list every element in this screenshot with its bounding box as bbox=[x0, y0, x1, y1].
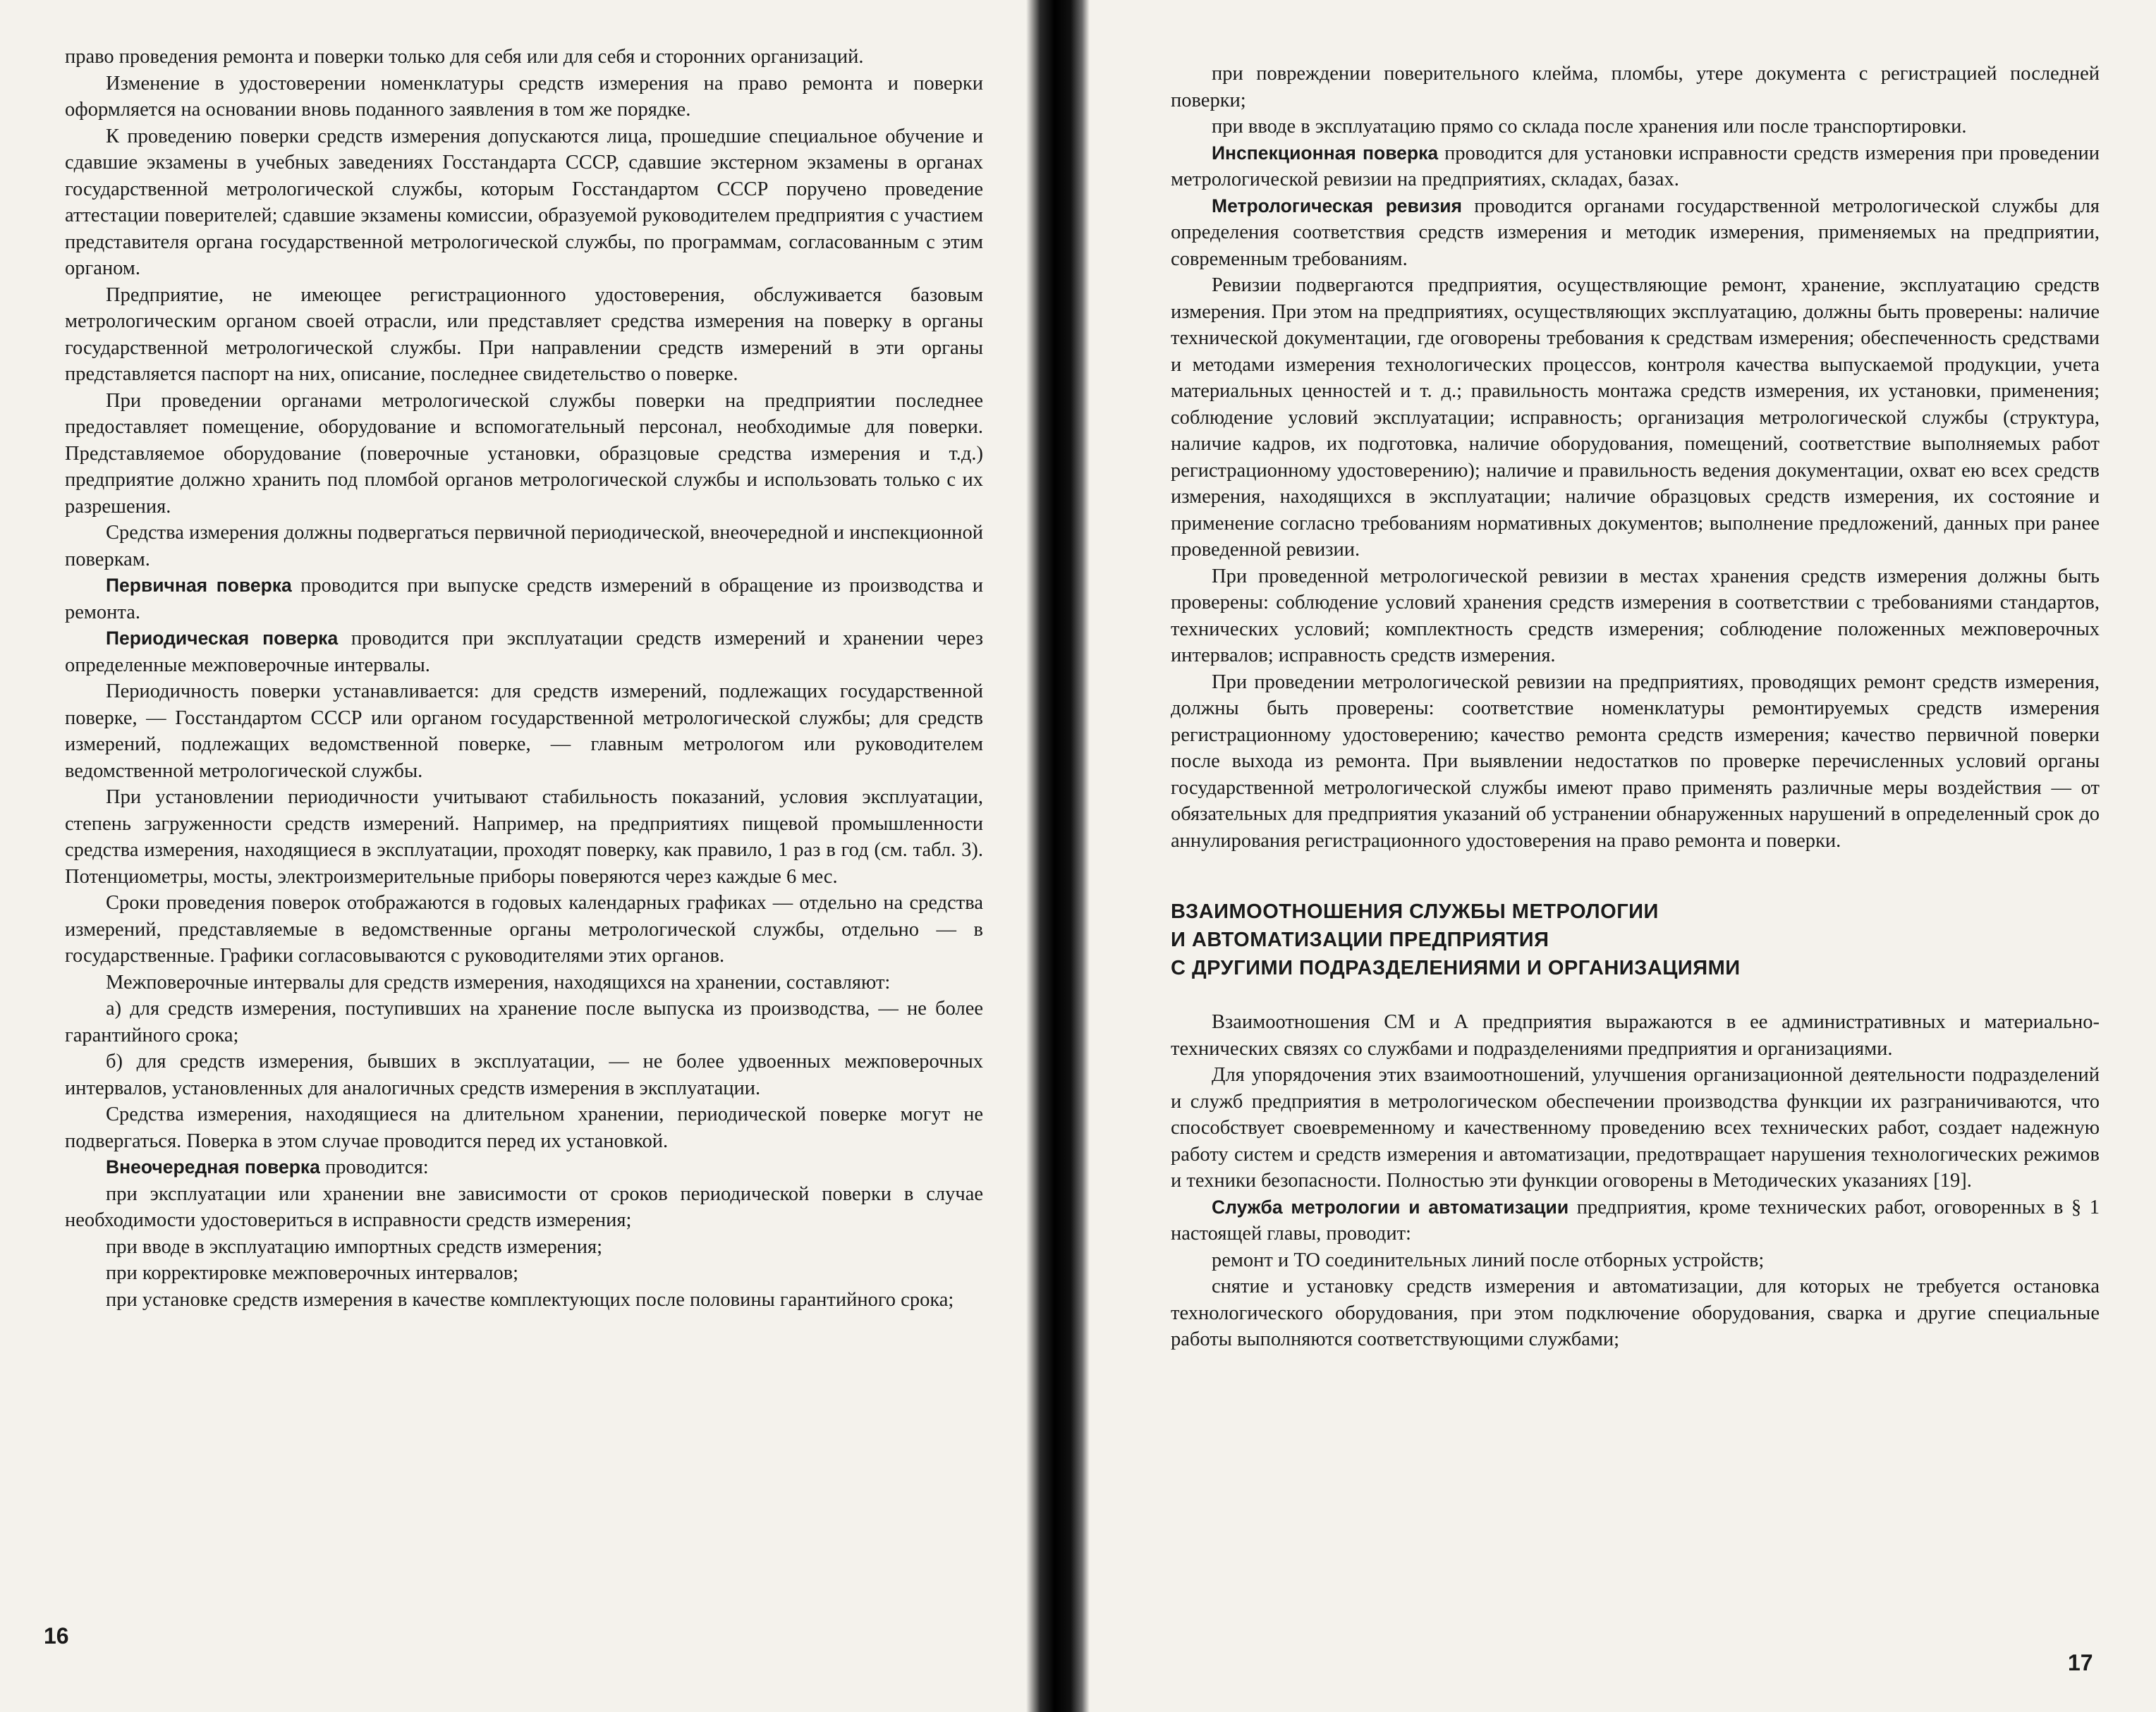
paragraph bbox=[1171, 140, 2100, 193]
paragraph-text: При проведении метрологической ревизии на предприятиях, проводящих ремонт средств измерения, должны быть проверены: соответствие номенклатуры ремонтируемых средств измерения регистрационному удостоверению; качество ремонта средств измерения; качество первичной поверки после выхода из ремонта. При выявлении недостатков по проверке перечисленных условий органы государственной метрологической службы имеют право применять различные меры воздействия — от обязательных для предприятия указаний об устранении обнаруженных нарушений в определенный срок до аннулирования регистрационного удостоверения на право ремонта и поверки. bbox=[1171, 671, 2100, 852]
paragraph bbox=[65, 282, 983, 388]
paragraph-text: Взаимоотношения СМ и А предприятия выражаются в ее административных и материально-технических связях со службами и подразделениями предприятия и организациями. bbox=[1171, 1011, 2100, 1060]
page-number-left: 16 bbox=[44, 1623, 69, 1649]
paragraph-text: при повреждении поверительного клейма, пломбы, утере документа с регистрацией последней поверки; bbox=[1171, 63, 2100, 111]
left-page bbox=[0, 0, 1023, 1712]
paragraph bbox=[65, 573, 983, 625]
heading-line: С ДРУГИМИ ПОДРАЗДЕЛЕНИЯМИ И ОРГАНИЗАЦИЯМИ bbox=[1171, 957, 1741, 979]
bold-term: Метрологическая ревизия bbox=[1212, 195, 1463, 216]
paragraph-text: При проведенной метрологической ревизии в местах хранения средств измерения должны быть проверены: соблюдение условий хранения средств измерения в соответствии с требованиями стандартов, технических условий; комплектность средств измерения; соблюдение положенных межповерочных интервалов; исправность средств измерения. bbox=[1171, 565, 2100, 666]
paragraph bbox=[65, 970, 983, 996]
paragraph-text: а) для средств измерения, поступивших на хранение после выпуска из производства, — не более гарантийного срока; bbox=[65, 998, 983, 1046]
paragraph bbox=[65, 44, 983, 71]
paragraph-text: Межповерочные интервалы для средств измерения, находящихся на хранении, составляют: bbox=[106, 971, 891, 993]
paragraph-text: При установлении периодичности учитывают стабильность показаний, условия эксплуатации, степень загруженности средств измерений. Например, на предприятиях пищевой промышленности средства измерения, находящиеся в эксплуатации, проходят поверку, как правило, 1 раз в год (см. табл. 3). Потенциометры, мосты, электроизмерительные приборы поверяются через каждые 6 мес. bbox=[65, 786, 983, 888]
paragraph bbox=[65, 123, 983, 282]
paragraph-text: К проведению поверки средств измерения допускаются лица, прошедшие специальное обучение и сдавшие экзамены в учебных заведениях Госстандарта СССР, сдавшие экстерном экзамены в органах государственной метрологической службы, которым Госстандартом СССР поручено проведение аттестации поверителей; сдавшие экзамены комиссии, образуемой руководителем предприятия с участием представителя органа государственной метрологической службы, по программам, согласованным с этим органом. bbox=[65, 125, 983, 279]
paragraph bbox=[65, 678, 983, 784]
right-bottom-text bbox=[1171, 1009, 2100, 1353]
paragraph bbox=[65, 1101, 983, 1154]
paragraph-text: снятие и установку средств измерения и автоматизации, для которых не требуется остановка технологического оборудования, при этом подключение оборудования, сварка и другие специальные работы выполняются соответствующими службами; bbox=[1171, 1276, 2100, 1350]
paragraph-text: При проведении органами метрологической службы поверки на предприятии последнее предоставляет помещение, оборудование и вспомогательный персонал, необходимые для поверки. Представляемое оборудование (поверочные установки, образцовые средства измерения и т.д.) предприятие должно хранить под пломбой органов метрологической службы и использовать только с их разрешения. bbox=[65, 389, 983, 518]
paragraph-text: Ревизии подвергаются предприятия, осуществляющие ремонт, хранение, эксплуатацию средств измерения. При этом на предприятиях, осуществляющих эксплуатацию, должны быть проверены: наличие технической документации, где оговорены требования к средствам измерения; обеспеченность средствами и методами измерения технологических процессов, контроля качества выпускаемой продукции, учета материальных ценностей и т. д.; правильность монтажа средств измерения, их установки, применения; соблюдение условий эксплуатации; исправность; организация метрологической службы (структура, наличие кадров, их подготовка, наличие оборудования, помещений, соответствие выполняемых работ регистрационному удостоверению); наличие и правильность ведения документации, охват ею всех средств измерения, находящихся в эксплуатации; наличие образцовых средств измерения, их состояние и применение согласно требованиям нормативных документов; выполнение предложений, данных при ранее проведенной ревизии. bbox=[1171, 274, 2100, 561]
paragraph bbox=[65, 625, 983, 678]
paragraph bbox=[1171, 1273, 2100, 1353]
paragraph bbox=[65, 890, 983, 970]
paragraph-text: при корректировке межповерочных интервалов; bbox=[106, 1262, 519, 1284]
paragraph bbox=[65, 520, 983, 573]
paragraph-text: б) для средств измерения, бывших в эксплуатации, — не более удвоенных межповерочных интервалов, установленных для аналогичных средств измерения в эксплуатации. bbox=[65, 1051, 983, 1099]
right-top-text bbox=[1171, 61, 2100, 854]
paragraph-text: проводится органами государственной метрологической службы для определения соответствия средств измерения и методик измерения, применяемых на предприятии, современным требованиям. bbox=[1171, 195, 2100, 270]
paragraph bbox=[65, 388, 983, 520]
section-heading bbox=[1171, 898, 2100, 982]
paragraph bbox=[1171, 1009, 2100, 1062]
paragraph bbox=[65, 71, 983, 123]
bold-term: Периодическая поверка bbox=[106, 628, 339, 649]
paragraph bbox=[1171, 272, 2100, 563]
paragraph-text: Средства измерения, находящиеся на длительном хранении, периодической поверке могут не подвергаться. Поверка в этом случае проводится перед их установкой. bbox=[65, 1103, 983, 1152]
book-gutter bbox=[1026, 0, 1090, 1712]
paragraph-text: право проведения ремонта и поверки только для себя или для себя и сторонних организаций. bbox=[65, 46, 864, 68]
paragraph-text: проводится для установки исправности средств измерения при проведении метрологической ревизии на предприятиях, складах, базах. bbox=[1171, 142, 2100, 190]
paragraph bbox=[1171, 1247, 2100, 1274]
paragraph-text: проводится при эксплуатации средств измерений и хранении через определенные межповерочные интервалы. bbox=[65, 628, 983, 676]
paragraph bbox=[65, 1260, 983, 1287]
paragraph bbox=[1171, 1062, 2100, 1194]
paragraph-text: проводится: bbox=[319, 1156, 429, 1178]
heading-line: И АВТОМАТИЗАЦИИ ПРЕДПРИЯТИЯ bbox=[1171, 929, 1549, 951]
paragraph bbox=[65, 1234, 983, 1261]
paragraph bbox=[1171, 1194, 2100, 1247]
paragraph-text: при эксплуатации или хранении вне зависимости от сроков периодической поверки в случае необходимости удостовериться в исправности средств измерения; bbox=[65, 1182, 983, 1231]
paragraph bbox=[1171, 193, 2100, 273]
paragraph bbox=[65, 1154, 983, 1181]
page-number-right: 17 bbox=[2068, 1650, 2093, 1675]
bold-term: Служба метрологии и автоматизации bbox=[1212, 1196, 1569, 1218]
paragraph-text: Периодичность поверки устанавливается: для средств измерений, подлежащих государственной поверке, — Госстандартом СССР или органом государственной метрологической службы; для средств измерений, подлежащих ведомственной поверке, — главным метрологом или руководителем ведомственной метрологической службы. bbox=[65, 680, 983, 782]
paragraph bbox=[1171, 669, 2100, 855]
paragraph-text: ремонт и ТО соединительных линий после отборных устройств; bbox=[1212, 1249, 1765, 1271]
paragraph bbox=[65, 996, 983, 1048]
paragraph-text: Средства измерения должны подвергаться первичной периодической, внеочередной и инспекционной поверкам. bbox=[65, 522, 983, 570]
paragraph-text: при установке средств измерения в качестве комплектующих после половины гарантийного срока; bbox=[106, 1288, 954, 1311]
paragraph bbox=[65, 784, 983, 890]
bold-term: Инспекционная поверка bbox=[1212, 142, 1439, 164]
paragraph bbox=[65, 1048, 983, 1101]
paragraph-text: при вводе в эксплуатацию прямо со склада после хранения или после транспортировки. bbox=[1212, 116, 1967, 137]
paragraph bbox=[65, 1287, 983, 1314]
paragraph-text: Предприятие, не имеющее регистрационного удостоверения, обслуживается базовым метрологическим органом своей отрасли, или представляет средства измерения на поверку в органы государственной метрологической службы. При направлении средств измерений в эти органы представляется паспорт на них, описание, последнее свидетельство о поверке. bbox=[65, 283, 983, 385]
bold-term: Внеочередная поверка bbox=[106, 1156, 320, 1178]
right-page bbox=[1093, 0, 2156, 1712]
paragraph-text: Для упорядочения этих взаимоотношений, улучшения организационной деятельности подразделений и служб предприятия в метрологическом обеспечении производства функции их разграничиваются, что способствует своевременному и качественному проведению всех технических работ, создает надежную работу систем и средств измерения и автоматизации, предотвращает нарушения технологических режимов и техники безопасности. Полностью эти функции оговорены в Методических указаниях [19]. bbox=[1171, 1064, 2100, 1192]
paragraph bbox=[1171, 563, 2100, 669]
bold-term: Первичная поверка bbox=[106, 575, 292, 596]
paragraph bbox=[65, 1181, 983, 1234]
paragraph-text: Изменение в удостоверении номенклатуры средств измерения на право ремонта и поверки оформляется на основании вновь поданного заявления в том же порядке. bbox=[65, 72, 983, 121]
paragraph-text: предприятия, кроме технических работ, оговоренных в § 1 настоящей главы, проводит: bbox=[1171, 1196, 2100, 1245]
paragraph-text: Сроки проведения поверок отображаются в годовых календарных графиках — отдельно на средства измерений, представляемые в ведомственные органы метрологической службы, отдельно — в государственные. Графики согласовываются с руководителями этих органов. bbox=[65, 892, 983, 967]
heading-line: ВЗАИМООТНОШЕНИЯ СЛУЖБЫ МЕТРОЛОГИИ bbox=[1171, 900, 1659, 923]
paragraph-text: проводится при выпуске средств измерений в обращение из производства и ремонта. bbox=[65, 575, 983, 623]
paragraph bbox=[1171, 114, 2100, 140]
paragraph-text: при вводе в эксплуатацию импортных средств измерения; bbox=[106, 1235, 603, 1258]
paragraph bbox=[1171, 61, 2100, 114]
